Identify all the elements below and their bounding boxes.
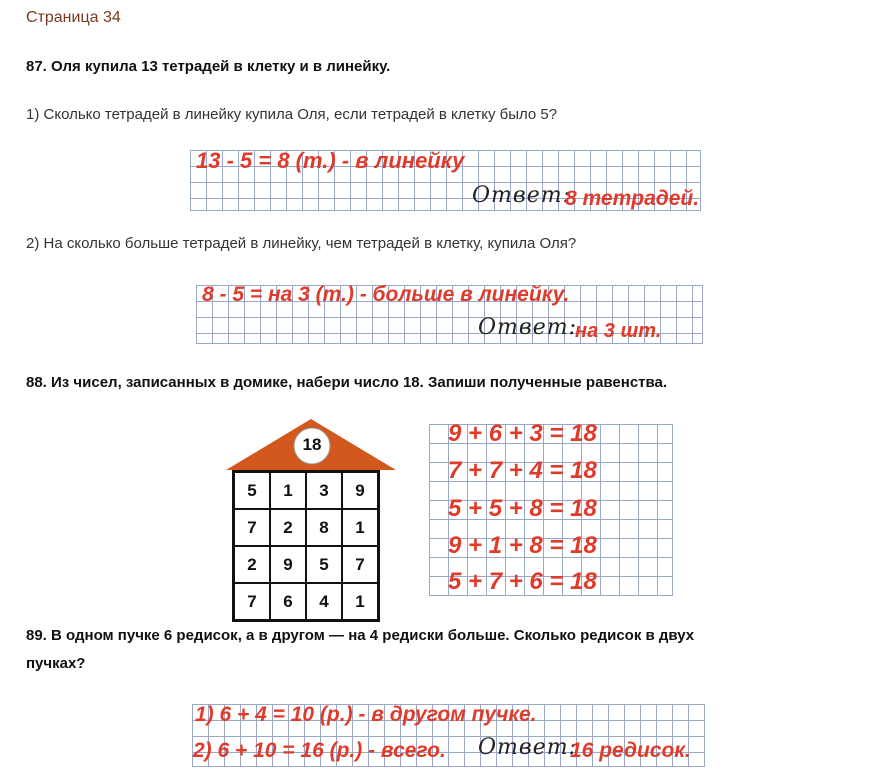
answer-87-2-equation: 8 - 5 = на 3 (т.) - больше в линейку.	[202, 283, 570, 306]
task-87-title: 87. Оля купила 13 тетрадей в клетку и в линейку.	[26, 58, 391, 75]
house-cell: 1	[342, 583, 379, 621]
house-cell: 7	[234, 509, 271, 546]
task-89-title-line-2: пучках?	[26, 655, 86, 672]
answer-87-1-value: 8 тетрадей.	[565, 187, 700, 210]
house-row	[234, 509, 379, 546]
house-cell: 6	[270, 583, 306, 621]
house-cell: 9	[270, 546, 306, 583]
answer-89-word: Ответ:	[478, 735, 577, 760]
house-cell: 1	[342, 509, 379, 546]
task-87-question-2: 2) На сколько больше тетрадей в линейку, чем тетрадей в клетку, купила Оля?	[26, 235, 577, 252]
house-cell: 5	[306, 546, 342, 583]
equation-1: 9 + 6 + 3 = 18	[448, 420, 597, 447]
house-cell: 7	[234, 583, 271, 621]
house-cell: 2	[234, 546, 271, 583]
equation-3: 5 + 5 + 8 = 18	[448, 495, 597, 522]
house-row	[234, 472, 379, 510]
answer-87-1-equation: 13 - 5 = 8 (т.) - в линейку	[196, 148, 465, 173]
house-cell: 9	[342, 472, 379, 510]
answer-89-value: 16 редисок.	[570, 739, 691, 762]
house-cell: 7	[342, 546, 379, 583]
equation-5: 5 + 7 + 6 = 18	[448, 568, 597, 595]
house-row	[234, 583, 379, 621]
task-89-title-line-1: 89. В одном пучке 6 редисок, а в другом — на 4 редиски больше. Сколько редисок в двух	[26, 627, 695, 644]
house-cell: 4	[306, 583, 342, 621]
house-row	[234, 546, 379, 583]
answer-87-1-word: Ответ:	[472, 183, 571, 208]
house-cell: 2	[270, 509, 306, 546]
page-label: Страница 34	[26, 9, 121, 26]
answer-87-2-word: Ответ:	[478, 315, 577, 340]
roof-number: 18	[302, 435, 322, 454]
answer-89-line-1: 1) 6 + 4 = 10 (р.) - в другом пучке.	[195, 703, 537, 726]
equation-4: 9 + 1 + 8 = 18	[448, 532, 597, 559]
answer-87-2-value: на 3 шт.	[575, 320, 662, 342]
answer-89-line-2: 2) 6 + 10 = 16 (р.) - всего.	[193, 739, 446, 762]
house-number-table	[232, 470, 380, 622]
task-88-title: 88. Из чисел, записанных в домике, набери число 18. Запиши полученные равенства.	[26, 374, 668, 391]
equation-2: 7 + 7 + 4 = 18	[448, 457, 597, 484]
task-87-question-1: 1) Сколько тетрадей в линейку купила Оля, если тетрадей в клетку было 5?	[26, 106, 558, 123]
house-cell: 1	[270, 472, 306, 510]
house-cell: 5	[234, 472, 271, 510]
house-cell: 3	[306, 472, 342, 510]
house-cell: 8	[306, 509, 342, 546]
